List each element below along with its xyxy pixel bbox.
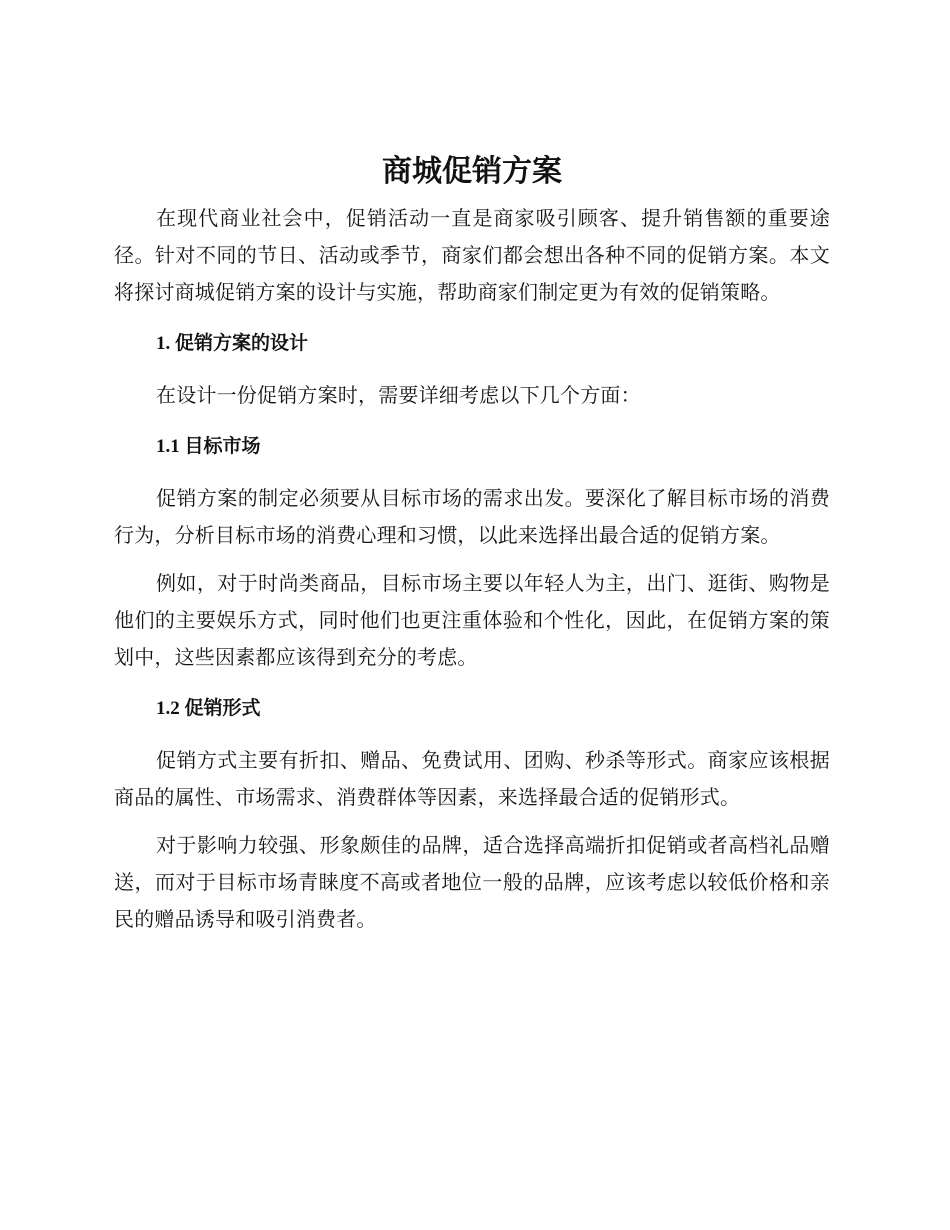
section-1-1-heading: 1.1 目标市场 xyxy=(156,436,261,457)
intro-paragraph: 在现代商业社会中，促销活动一直是商家吸引顾客、提升销售额的重要途径。针对不同的节日、活动或季节，商家们都会想出各种不同的促销方案。本文将探讨商城促销方案的设计与实施，帮助商家们制定更为有效的促销策略。 xyxy=(114,206,830,304)
section-1-1-paragraph-2: 例如，对于时尚类商品，目标市场主要以年轻人为主，出门、逛街、购物是他们的主要娱乐方式，同时他们也更注重体验和个性化，因此，在促销方案的策划中，这些因素都应该得到充分的考虑。 xyxy=(114,571,830,669)
document-title: 商城促销方案 xyxy=(382,154,562,189)
section-1-intro: 在设计一份促销方案时，需要详细考虑以下几个方面： xyxy=(156,383,641,407)
section-1-2-heading: 1.2 促销形式 xyxy=(156,698,261,719)
section-1-heading: 1. 促销方案的设计 xyxy=(156,333,309,354)
section-1-2-paragraph-2: 对于影响力较强、形象颇佳的品牌，适合选择高端折扣促销或者高档礼品赠送，而对于目标市场青睐度不高或者地位一般的品牌，应该考虑以较低价格和亲民的赠品诱导和吸引消费者。 xyxy=(114,833,830,931)
section-1-2-paragraph-1: 促销方式主要有折扣、赠品、免费试用、团购、秒杀等形式。商家应该根据商品的属性、市场需求、消费群体等因素，来选择最合适的促销形式。 xyxy=(114,748,830,809)
document-body xyxy=(114,150,830,949)
section-1-1-paragraph-1: 促销方案的制定必须要从目标市场的需求出发。要深化了解目标市场的消费行为，分析目标市场的消费心理和习惯，以此来选择出最合适的促销方案。 xyxy=(114,486,830,547)
